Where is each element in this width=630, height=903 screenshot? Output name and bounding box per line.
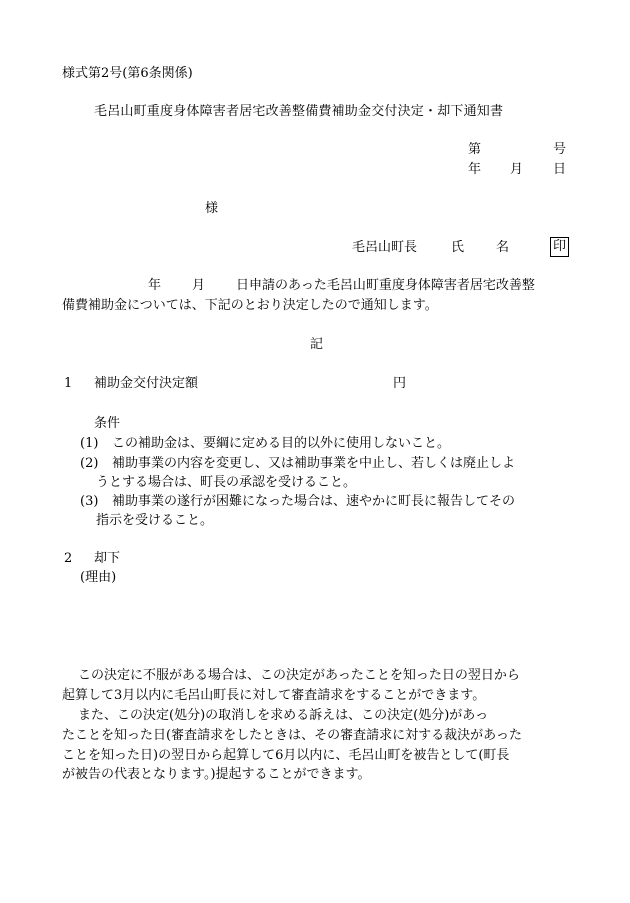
item1-unit: 円	[393, 376, 407, 391]
document-number-prefix: 第	[468, 142, 482, 157]
intro-line-1: 日申請のあった毛呂山町重度身体障害者居宅改善整	[236, 278, 535, 293]
intro-line-2: 備費補助金については、下記のとおり決定したので通知します。	[62, 298, 438, 313]
sender-name-label-1: 氏	[451, 240, 465, 255]
form-number: 様式第2号(第6条関係)	[62, 66, 193, 81]
item2-label: 却下	[94, 551, 121, 566]
item1-label: 補助金交付決定額	[94, 376, 199, 391]
condition-3-text-cont: 指示を受けること。	[96, 513, 214, 528]
document-number-suffix: 号	[553, 142, 567, 157]
notice-line-5: ことを知った日)の翌日から起算して6月以内に、毛呂山町を被告として(町長	[62, 748, 510, 763]
condition-2-number: (2)	[80, 456, 99, 471]
date-day-label: 日	[553, 162, 567, 177]
condition-2-text-cont: うとする場合は、町長の承認を受けること。	[96, 475, 357, 490]
item1-number: 1	[64, 376, 73, 391]
intro-month-label: 月	[192, 278, 206, 293]
notice-line-1: この決定に不服がある場合は、この決定があったことを知った日の翌日から	[78, 668, 520, 683]
item2-number: 2	[64, 551, 73, 566]
sender-title: 毛呂山町長	[352, 240, 418, 255]
condition-1-text: この補助金は、要綱に定める目的以外に使用しないこと。	[112, 436, 451, 451]
condition-3-number: (3)	[80, 494, 99, 509]
conditions-heading: 条件	[94, 416, 121, 431]
condition-3-text: 補助事業の遂行が困難になった場合は、速やかに町長に報告してその	[112, 494, 516, 509]
rejection-reason-label: (理由)	[80, 570, 117, 585]
seal-box: 印	[550, 237, 569, 257]
sender-name-label-2: 名	[496, 240, 510, 255]
date-month-label: 月	[510, 162, 524, 177]
date-year-label: 年	[468, 162, 482, 177]
addressee-honorific: 様	[205, 201, 219, 216]
document-title: 毛呂山町重度身体障害者居宅改善整備費補助金交付決定・却下通知書	[94, 104, 504, 119]
condition-1-number: (1)	[80, 436, 99, 451]
notice-line-3: また、この決定(処分)の取消しを求める訴えは、この決定(処分)があっ	[78, 708, 489, 723]
condition-2-text: 補助事業の内容を変更し、又は補助事業を中止し、若しくは廃止しよ	[112, 456, 516, 471]
ki-heading: 記	[310, 337, 324, 352]
notice-line-4: たことを知った日(審査請求をしたときは、その審査請求に対する裁決があった	[62, 728, 522, 743]
notice-line-6: が被告の代表となります。)提起することができます。	[62, 767, 371, 782]
intro-year-label: 年	[148, 278, 162, 293]
notice-line-2: 起算して3月以内に毛呂山町長に対して審査請求をすることができます。	[62, 688, 486, 703]
